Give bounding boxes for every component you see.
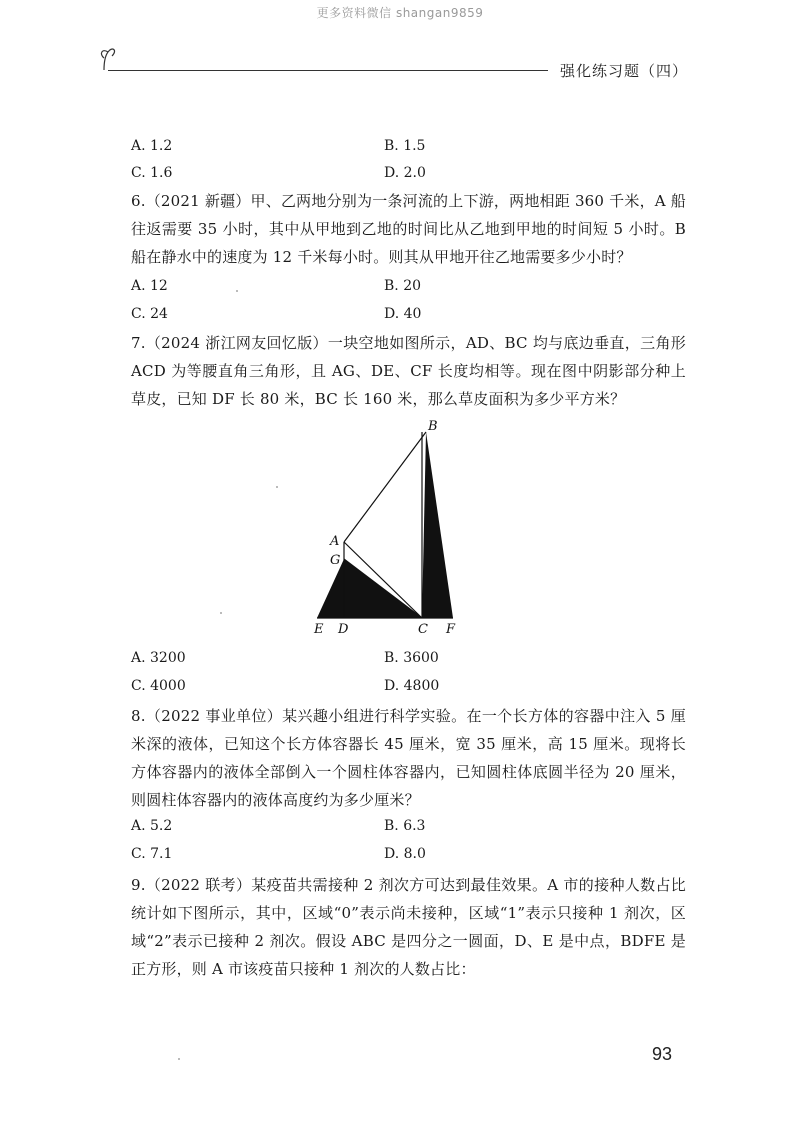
- q5-option-a: A. 1.2: [131, 138, 173, 154]
- q8-option-d: D. 8.0: [384, 846, 426, 862]
- page-number: 93: [652, 1044, 673, 1064]
- q7-question-text: 7.（2024 浙江网友回忆版）一块空地如图所示，AD、BC 均与底边垂直，三角形 ACD 为等腰直角三角形，且 AG、DE、CF 长度均相等。现在图中阴影部分种上草皮，已知 DF 长 80 米，BC 长 160 米，那么草皮面积为多少平方米？: [131, 334, 686, 408]
- q8-option-a: A. 5.2: [131, 818, 173, 834]
- q5-option-b: B. 1.5: [384, 138, 426, 154]
- q6-option-b: B. 20: [384, 278, 422, 294]
- q8-option-b: B. 6.3: [384, 818, 426, 834]
- q8-question-text: 8.（2022 事业单位）某兴趣小组进行科学实验。在一个长方体的容器中注入 5 厘米深的液体，已知这个长方体容器长 45 厘米，宽 35 厘米，高 15 厘米。现将长方体容器内的液体全部倒入一个圆柱体容器内，已知圆柱体底圆半径为 20 厘米，则圆柱体容器内的液体高度约为多少厘米？: [131, 707, 686, 809]
- q6-option-d: D. 40: [384, 306, 422, 322]
- q5-option-d: D. 2.0: [384, 165, 426, 181]
- q7-option-d: D. 4800: [384, 678, 440, 694]
- q8-option-c: C. 7.1: [131, 846, 173, 862]
- scan-speck: [178, 1058, 180, 1060]
- q7-option-b: B. 3600: [384, 650, 439, 666]
- label-e: E: [314, 622, 324, 637]
- scan-speck: [220, 612, 222, 614]
- q7-option-c: C. 4000: [131, 678, 186, 694]
- line-ab: [344, 432, 426, 542]
- scan-speck: [276, 486, 278, 488]
- label-a: A: [330, 534, 340, 549]
- label-f: F: [446, 622, 456, 637]
- q6-option-c: C. 24: [131, 306, 168, 322]
- label-c: C: [418, 622, 428, 637]
- q6-option-a: A. 12: [131, 278, 168, 294]
- label-b: B: [428, 419, 438, 434]
- q9-question-text: 9.（2022 联考）某疫苗共需接种 2 剂次方可达到最佳效果。A 市的接种人数占比统计如下图所示，其中，区域“0”表示尚未接种，区域“1”表示只接种 1 剂次，区域“2”表示已接种 2 剂次。假设 ABC 是四分之一圆面，D、E 是中点，BDFE 是正方形，则 A 市该疫苗只接种 1 剂次的人数占比：: [131, 876, 686, 978]
- q5-option-c: C. 1.6: [131, 165, 173, 181]
- scan-speck: [236, 290, 238, 292]
- label-g: G: [330, 553, 341, 568]
- q7-figure: [300, 414, 480, 639]
- q7-option-a: A. 3200: [131, 650, 186, 666]
- header-rule: [108, 70, 548, 71]
- section-title: 强化练习题（四）: [560, 62, 689, 80]
- q6-question-text: 6.（2021 新疆）甲、乙两地分别为一条河流的上下游，两地相距 360 千米，A 船往返需要 35 小时，其中从甲地到乙地的时间比从乙地到甲地的时间短 5 小时。B 船在静水中的速度为 12 千米每小时。则其从甲地开往乙地需要多少小时？: [131, 192, 686, 266]
- label-d: D: [338, 622, 349, 637]
- watermark: 更多资料微信 shangan9859: [316, 6, 484, 20]
- shaded-triangle-right: [422, 432, 453, 618]
